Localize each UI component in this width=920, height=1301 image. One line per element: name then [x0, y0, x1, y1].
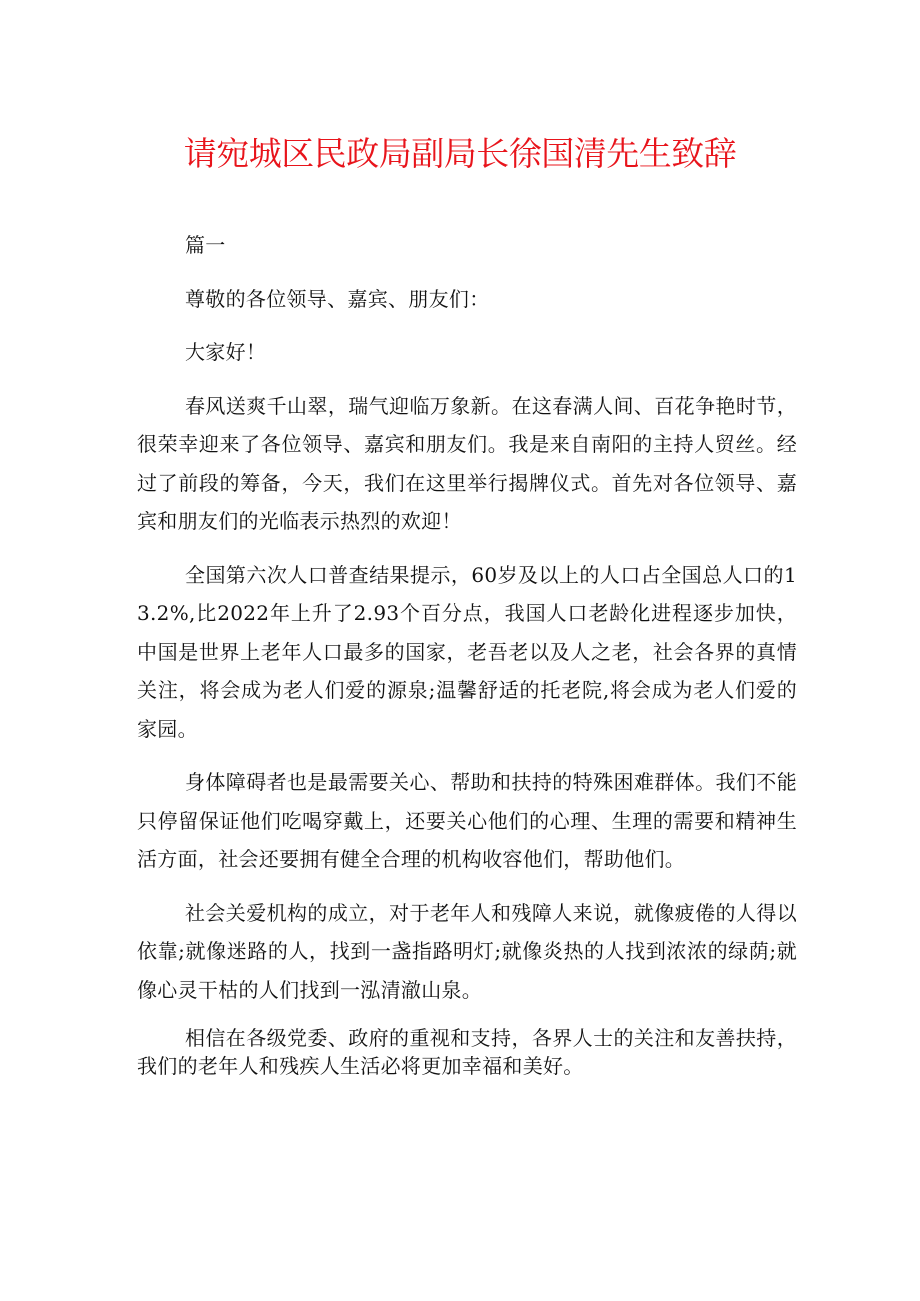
paragraph-disabled: 身体障碍者也是最需要关心、帮助和扶持的特殊困难群体。我们不能只停留保证他们吃喝穿戴上，还要关心他们的心理、生理的需要和精神生活方面，社会还要拥有健全合理的机构收容他们，帮助他们。 [137, 770, 797, 871]
greeting: 大家好！ [185, 340, 267, 364]
document-body [137, 226, 797, 1080]
paragraph-welcome: 春风送爽千山翠，瑞气迎临万象新。在这春满人间、百花争艳时节，很荣幸迎来了各位领导、嘉宾和朋友们。我是来自南阳的主持人贸丝。经过了前段的筹备，今天，我们在这里举行揭牌仪式。首先对各位领导、嘉宾和朋友们的光临表示热烈的欢迎！ [137, 393, 797, 533]
section-label: 篇一 [185, 233, 226, 257]
paragraph-census: 全国第六次人口普查结果提示，60岁及以上的人口占全国总人口的13.2%,比2022年上升了2.93个百分点，我国人口老龄化进程逐步加快，中国是世界上老年人口最多的国家，老吾老以及人之老，社会各界的真情关注，将会成为老人们爱的源泉;温馨舒适的托老院,将会成为老人们爱的家园。 [137, 562, 797, 741]
salutation: 尊敬的各位领导、嘉宾、朋友们： [185, 286, 490, 311]
paragraph-closing: 相信在各级党委、政府的重视和支持，各界人士的关注和友善扶持，我们的老年人和残疾人生活必将更加幸福和美好。 [137, 1026, 797, 1078]
document-title: 请宛城区民政局副局长徐国清先生致辞 [183, 134, 737, 173]
paragraph-care-institution: 社会关爱机构的成立，对于老年人和残障人来说，就像疲倦的人得以依靠;就像迷路的人，找到一盏指路明灯;就像炎热的人找到浓浓的绿荫;就像心灵干枯的人们找到一泓清澈山泉。 [137, 900, 797, 1002]
